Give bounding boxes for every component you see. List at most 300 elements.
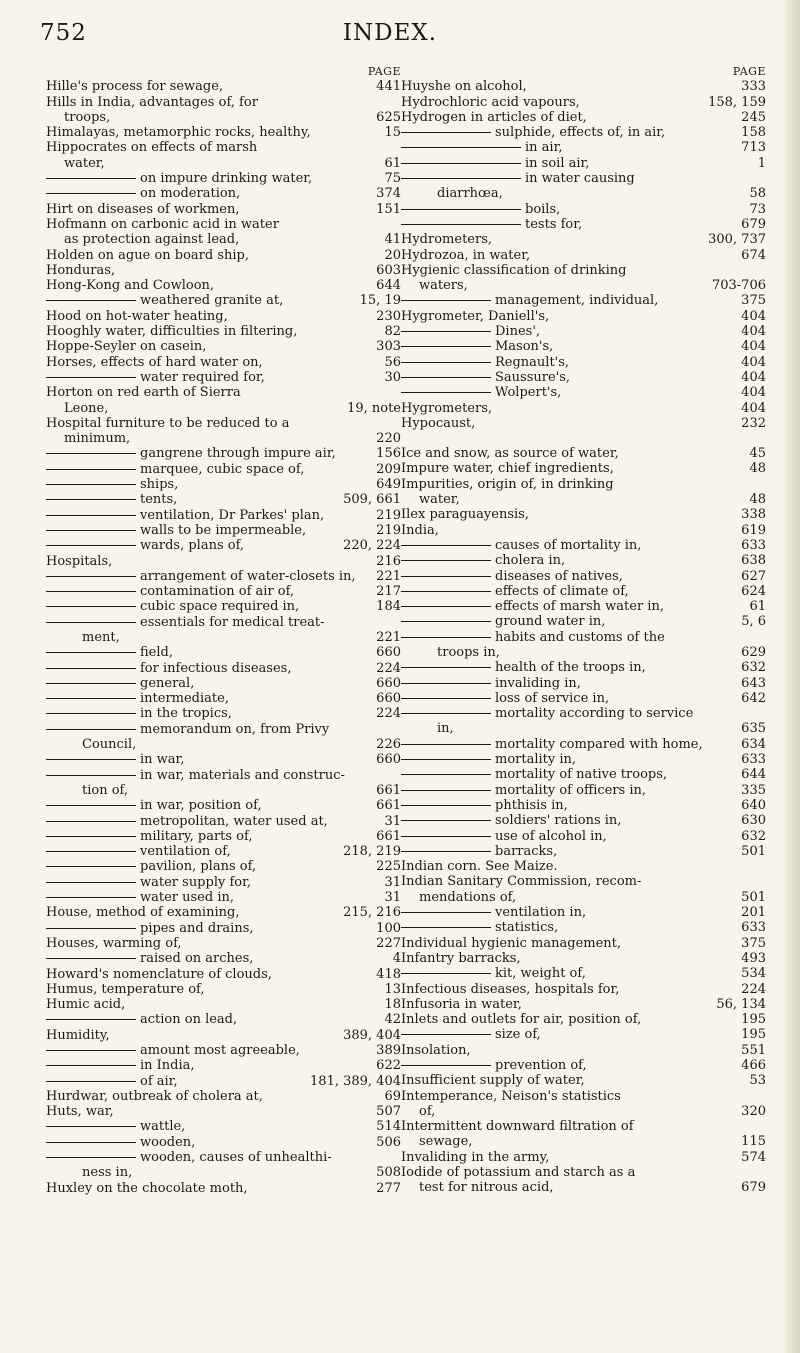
index-entry [401,156,766,171]
entry-text: Houses, warming of, [46,935,182,951]
index-entry [401,293,766,308]
index-entry [401,1089,766,1104]
entry-page: 633 [741,537,766,553]
entry-page: 661 [376,828,401,844]
entry-text: Wolpert's, [495,385,562,401]
index-entry [401,645,766,660]
entry-page: 156 [376,446,401,462]
entry-text: pipes and drains, [140,920,254,936]
index-entry [46,982,401,997]
entry-page: 245 [741,109,766,125]
entry-page: 320 [741,1103,766,1119]
ditto-dash [46,453,136,454]
index-entry [401,691,766,706]
entry-page: 660 [376,691,401,707]
index-entry [401,874,766,889]
entry-page: 630 [741,813,766,829]
entry-page: 501 [741,843,766,859]
entry-page: 224 [376,660,401,676]
ditto-dash [401,545,491,546]
entry-page: 217 [376,584,401,600]
ditto-dash [46,469,136,470]
entry-text: gangrene through impure air, [140,446,336,462]
entry-text: water, [419,492,460,508]
entry-text: Humic acid, [46,997,126,1013]
entry-text: in, [437,721,454,737]
entry-page: 195 [741,1027,766,1043]
entry-text: effects of climate of, [495,583,629,599]
index-entry [46,768,401,783]
entry-text: Regnault's, [495,354,570,370]
ditto-dash [401,698,491,699]
entry-text: action on lead, [140,1012,238,1028]
entry-page: 15 [384,125,401,141]
index-entry [401,1150,766,1165]
ditto-dash [401,744,491,745]
ditto-dash [46,622,136,623]
ditto-dash [401,178,521,179]
ditto-dash [401,774,491,775]
entry-text: walls to be impermeable, [140,522,307,538]
ditto-dash [401,606,491,607]
entry-text: Hydrozoa, in water, [401,247,531,263]
entry-page: 679 [741,1180,766,1196]
index-entry [46,401,401,416]
entry-text: Insolation, [401,1042,471,1058]
ditto-dash [46,530,136,531]
entry-text: Indian corn. See Maize. [401,859,558,875]
entry-page: 404 [741,324,766,340]
ditto-dash [46,805,136,806]
index-entry [46,737,401,752]
ditto-dash [401,912,491,913]
index-entry [46,645,401,660]
entry-page: 5, 6 [741,614,766,630]
index-entry [46,263,401,278]
entry-text: wooden, [140,1134,196,1150]
index-entry [401,507,766,522]
entry-text: in air, [525,140,563,156]
index-entry [46,202,401,217]
entry-text: Hippocrates on effects of marsh [46,140,258,156]
index-entry [401,737,766,752]
entry-page: 640 [741,797,766,813]
ditto-dash [46,499,136,500]
entry-text: mortality in, [495,752,577,768]
entry-page: 404 [741,308,766,324]
entry-page: 418 [376,966,401,982]
entry-text: Huts, war, [46,1104,114,1120]
entry-text: field, [140,645,173,661]
entry-text: kit, weight of, [495,966,586,982]
entry-text: sulphide, effects of, in air, [495,125,666,141]
index-entry [401,844,766,859]
index-entry [401,263,766,278]
index-entry [401,951,766,966]
entry-text: in war, materials and construc- [140,767,345,783]
entry-text: on moderation, [140,186,241,202]
entry-text: contamination of air of, [140,584,295,600]
ditto-dash [46,851,136,852]
entry-text: in India, [140,1058,195,1074]
index-entry [401,614,766,629]
entry-text: metropolitan, water used at, [140,813,328,829]
index-entry [46,569,401,584]
entry-text: Humidity, [46,1027,110,1043]
entry-text: of air, [140,1073,178,1089]
entry-text: essentials for medical treat- [140,614,325,630]
entry-text: Hille's process for sewage, [46,79,224,95]
entry-text: in war, [140,752,185,768]
index-entry [46,508,401,523]
entry-page: 48 [749,492,766,508]
index-entry [46,691,401,706]
ditto-dash [46,1019,136,1020]
index-entry [401,110,766,125]
entry-text: loss of service in, [495,690,610,706]
index-entry [46,293,401,308]
entry-text: Howard's nomenclature of clouds, [46,966,272,982]
entry-page: 61 [749,599,766,615]
entry-text: of, [419,1103,436,1119]
entry-text: Hooghly water, difficulties in filtering, [46,324,298,340]
entry-page: 375 [741,935,766,951]
index-entry [401,584,766,599]
index-entry [46,125,401,140]
ditto-dash [46,1142,136,1143]
entry-page: 61 [384,155,401,171]
ditto-dash [46,377,136,378]
entry-page: 603 [376,262,401,278]
entry-text: test for nitrous acid, [419,1180,554,1196]
ditto-dash [401,1065,491,1066]
index-entry [401,1058,766,1073]
entry-text: Huxley on the chocolate moth, [46,1180,248,1196]
entry-page: 73 [749,201,766,217]
entry-page: 375 [741,293,766,309]
index-entry [401,355,766,370]
entry-page: 660 [376,675,401,691]
index-entry [46,186,401,201]
ditto-dash [401,362,491,363]
index-entry [401,416,766,431]
index-entry [401,186,766,201]
page-number: 752 [40,20,87,46]
entry-page: 634 [741,736,766,752]
entry-page: 638 [741,553,766,569]
entry-page: 625 [376,109,401,125]
entry-page: 218, 219 [343,844,401,860]
index-entry [46,1181,401,1196]
index-entry [46,630,401,645]
index-entry [401,905,766,920]
entry-page: 509, 661 [343,492,401,508]
entry-page: 632 [741,828,766,844]
entry-text: diarrhœa, [437,186,503,202]
index-entry [401,278,766,293]
entry-text: mortality of officers in, [495,782,647,798]
index-entry [46,814,401,829]
index-entry [46,370,401,385]
index-entry [401,553,766,568]
ditto-dash [401,621,491,622]
index-entry [401,217,766,232]
index-column-left [46,64,401,1196]
ditto-dash [46,515,136,516]
entry-text: troops in, [437,644,500,660]
entry-text: Indian Sanitary Commission, recom- [401,874,642,890]
index-entry [401,446,766,461]
entry-page: 633 [741,752,766,768]
entry-text: wards, plans of, [140,538,245,554]
entry-page: 642 [741,690,766,706]
entry-text: amount most agreeable, [140,1043,300,1058]
entry-page: 4 [392,951,401,967]
index-entry [401,569,766,584]
index-entry [401,660,766,675]
entry-text: pavilion, plans of, [140,859,257,875]
entry-text: ventilation, Dr Parkes' plan, [140,507,325,523]
entry-text: Hospital furniture to be reduced to a [46,415,290,431]
index-entry [401,202,766,217]
entry-page: 15, 19 [359,293,401,309]
entry-text: marquee, cubic space of, [140,461,305,477]
ditto-dash [46,775,136,776]
index-entry [401,461,766,476]
page-header [40,20,740,50]
entry-text: Himalayas, metamorphic rocks, healthy, [46,125,311,141]
entry-text: ment, [82,629,120,645]
entry-text: troops, [64,109,111,125]
index-entry [46,1028,401,1043]
index-entry [46,431,401,446]
index-entry [401,1027,766,1042]
entry-text: water, [64,155,105,171]
entry-page: 30 [384,369,401,385]
entry-text: Humus, temperature of, [46,981,205,997]
index-entry [46,339,401,354]
ditto-dash [46,178,136,179]
index-entry [46,676,401,691]
entry-text: intermediate, [140,691,229,707]
entry-page: 184 [376,599,401,615]
entry-page: 644 [741,767,766,783]
index-entry [46,110,401,125]
entry-text: ventilation in, [495,905,587,921]
entry-page: 181, 389, 404 [310,1073,401,1089]
index-entry [46,783,401,798]
entry-page: 220, 224 [343,538,401,554]
index-entry [46,95,401,110]
ditto-dash [401,805,491,806]
index-entry [401,920,766,935]
index-entry [46,171,401,186]
entry-page: 75 [384,171,401,187]
entry-text: mortality according to service [495,706,694,722]
index-entry [401,829,766,844]
entry-text: in the tropics, [140,706,232,722]
entry-text: Huyshe on alcohol, [401,79,527,95]
ditto-dash [46,484,136,485]
ditto-dash [46,866,136,867]
index-entry [46,921,401,936]
index-column-right [401,64,766,1196]
ditto-dash [401,836,491,837]
entry-text: Mason's, [495,339,554,355]
ditto-dash [401,377,491,378]
entry-page: 48 [749,461,766,477]
entry-text: ness in, [82,1165,133,1181]
entry-page: 226 [376,737,401,753]
index-entry [46,523,401,538]
index-entry [46,967,401,982]
index-entry [46,722,401,737]
index-entry [46,355,401,370]
ditto-dash [401,927,491,928]
ditto-dash [46,958,136,959]
entry-text: boils, [525,201,561,217]
index-entry [401,1134,766,1149]
index-entry [401,171,766,186]
entry-page: 404 [741,385,766,401]
entry-text: in water causing [525,171,635,187]
index-entry [401,324,766,339]
ditto-dash [401,576,491,577]
entry-text: Hills in India, advantages of, for [46,94,258,110]
entry-page: 493 [741,950,766,966]
ditto-dash [401,224,521,225]
ditto-dash [401,667,491,668]
index-entry [401,140,766,155]
index-entry [46,905,401,920]
entry-page: 335 [741,782,766,798]
index-entry [46,217,401,232]
entry-page: 374 [376,186,401,202]
entry-text: Individual hygienic management, [401,935,622,951]
index-entry [46,156,401,171]
entry-text: Intermittent downward filtration of [401,1119,634,1135]
entry-page: 69 [384,1088,401,1104]
index-entry [46,309,401,324]
index-entry [46,1043,401,1058]
entry-text: Hoppe-Seyler on casein, [46,339,207,355]
entry-page: 574 [741,1149,766,1165]
entry-text: Horton on red earth of Sierra [46,385,241,401]
entry-page: 31 [384,813,401,829]
entry-text: tests for, [525,216,583,232]
ditto-dash [46,683,136,684]
entry-page: 45 [749,446,766,462]
index-entry [46,538,401,553]
entry-text: Inlets and outlets for air, position of, [401,1012,642,1028]
entry-text: wooden, causes of unhealthi- [140,1150,332,1166]
entry-page: 633 [741,920,766,936]
index-entry [401,1165,766,1180]
ditto-dash [46,1050,136,1051]
index-entry [46,752,401,767]
index-entry [401,706,766,721]
entry-text: causes of mortality in, [495,537,642,553]
ditto-dash [46,897,136,898]
ditto-dash [46,836,136,837]
index-entry [46,584,401,599]
index-entry [401,370,766,385]
column-heading-left: PAGE [367,65,401,78]
entry-page: 42 [384,1012,401,1028]
entry-text: Hydrometers, [401,232,492,248]
entry-text: Dines', [495,324,541,340]
ditto-dash [401,209,521,210]
index-entry [46,1135,401,1150]
entry-text: wattle, [140,1119,186,1135]
ditto-dash [401,147,521,148]
index-entry [401,1119,766,1134]
entry-page: 209 [376,461,401,477]
entry-page: 221 [376,629,401,645]
index-entry [46,324,401,339]
entry-text: Hurdwar, outbreak of cholera at, [46,1088,263,1104]
index-entry [401,339,766,354]
entry-text: Ilex paraguayensis, [401,507,529,523]
entry-page: 82 [384,324,401,340]
entry-page: 404 [741,354,766,370]
ditto-dash [401,132,491,133]
entry-page: 219 [376,522,401,538]
ditto-dash [401,790,491,791]
entry-text: Hofmann on carbonic acid in water [46,216,279,232]
entry-text: Iodide of potassium and starch as a [401,1165,636,1181]
index-entry [46,416,401,431]
index-entry [46,829,401,844]
ditto-dash [401,392,491,393]
entry-text: Infectious diseases, hospitals for, [401,981,620,997]
entry-text: raised on arches, [140,951,254,967]
entry-page: 644 [376,278,401,294]
entry-page: 534 [741,966,766,982]
ditto-dash [46,759,136,760]
entry-page: 389, 404 [343,1027,401,1043]
entry-page: 100 [376,920,401,936]
ditto-dash [46,729,136,730]
entry-page: 303 [376,339,401,355]
ditto-dash [46,698,136,699]
entry-page: 661 [376,798,401,814]
entry-page: 660 [376,645,401,661]
entry-page: 18 [384,997,401,1013]
ditto-dash [401,300,491,301]
index-entry [401,125,766,140]
index-entry [401,813,766,828]
entry-text: Insufficient supply of water, [401,1073,585,1089]
entry-page: 221 [376,568,401,584]
entry-page: 201 [741,905,766,921]
ditto-dash [46,1126,136,1127]
ditto-dash [401,683,491,684]
index-entry [401,1073,766,1088]
page-edge-shadow [786,0,800,1353]
index-entry [401,982,766,997]
entry-text: Infusoria in water, [401,996,522,1012]
entry-text: diseases of natives, [495,568,623,584]
entry-text: effects of marsh water in, [495,599,664,615]
ditto-dash [401,331,491,332]
index-entry [46,615,401,630]
entry-page: 508 [376,1165,401,1181]
entry-text: Hygrometers, [401,400,492,416]
index-entry [401,79,766,94]
index-entry [401,1043,766,1058]
entry-text: use of alcohol in, [495,828,607,844]
